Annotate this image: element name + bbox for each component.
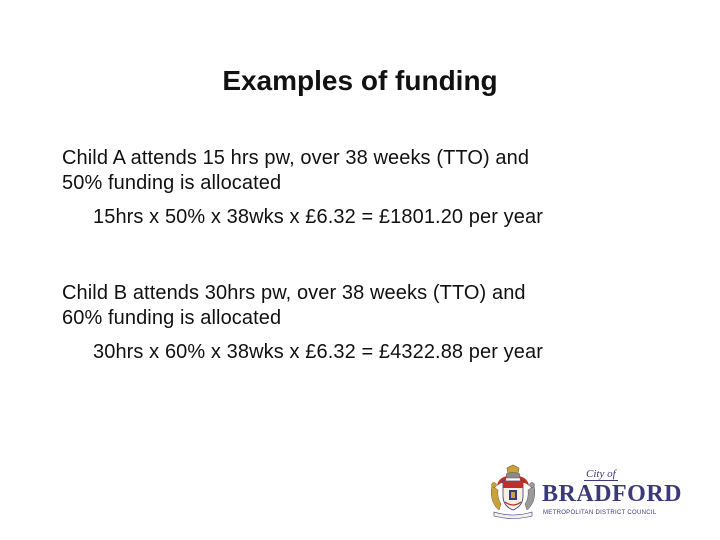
slide-title: Examples of funding [222,65,498,96]
logo-wordmark [542,462,680,522]
logo-city-of: City of [586,468,616,480]
example-description-line-1: Child A attends 15 hrs pw, over 38 weeks (TTO) and [62,147,530,169]
example-calculation: 15hrs x 50% x 38wks x £6.32 = £1801.20 per year [93,206,543,228]
example-description-line-1: Child B attends 30hrs pw, over 38 weeks (TTO) and [62,282,526,304]
logo-name: BRADFORD [542,481,682,507]
example-child-b [62,281,662,365]
council-crest-icon [488,464,538,520]
example-calculation: 30hrs x 60% x 38wks x £6.32 = £4322.88 per year [93,341,543,363]
logo-subtitle: METROPOLITAN DISTRICT COUNCIL [543,510,657,516]
example-description-line-2: 60% funding is allocated [62,307,282,329]
example-description-line-2: 50% funding is allocated [62,172,282,194]
example-child-a [62,146,662,230]
bradford-council-logo [488,462,680,522]
